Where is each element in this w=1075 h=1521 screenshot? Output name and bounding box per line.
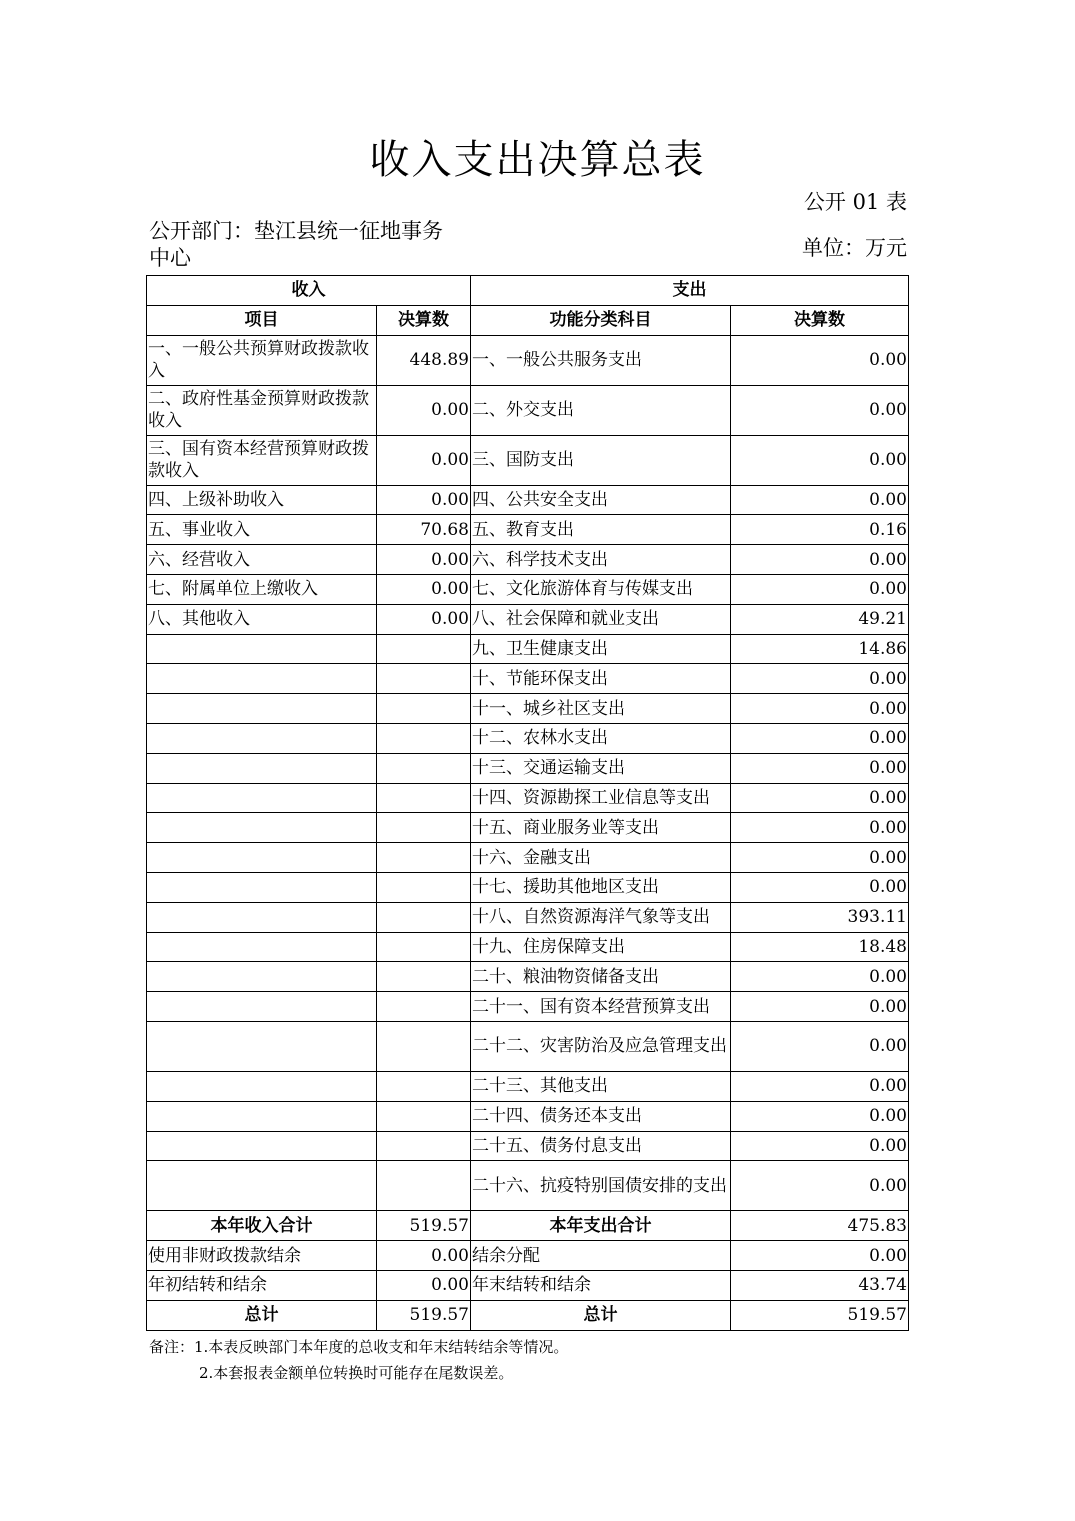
table-row xyxy=(147,1101,909,1131)
summary-row xyxy=(147,1211,909,1241)
income-item-cell xyxy=(147,902,377,932)
expense-item-cell: 二十六、抗疫特别国债安排的支出 xyxy=(471,1161,731,1211)
table-row xyxy=(147,604,909,634)
income-amount-cell xyxy=(377,962,471,992)
table-row xyxy=(147,634,909,664)
expense-item-cell: 十五、商业服务业等支出 xyxy=(471,813,731,843)
income-item-cell xyxy=(147,694,377,724)
expense-item-cell: 十、节能环保支出 xyxy=(471,664,731,694)
summary-income-label: 年初结转和结余 xyxy=(147,1270,377,1300)
expense-amount-cell: 49.21 xyxy=(731,604,909,634)
summary-expense-label: 年末结转和结余 xyxy=(471,1270,731,1300)
expense-amount-cell: 0.00 xyxy=(731,1071,909,1101)
amount-header: 决算数 xyxy=(377,305,471,335)
budget-table xyxy=(146,275,909,1331)
income-item-cell xyxy=(147,1071,377,1101)
table-row xyxy=(147,932,909,962)
page-title: 收入支出决算总表 xyxy=(369,137,706,183)
expense-amount-cell: 0.00 xyxy=(731,962,909,992)
expense-amount-cell: 0.00 xyxy=(731,435,909,485)
income-amount-cell: 0.00 xyxy=(377,574,471,604)
table-row xyxy=(147,335,909,385)
income-amount-cell xyxy=(377,872,471,902)
expense-amount-cell: 0.00 xyxy=(731,992,909,1022)
expense-amount-cell: 0.00 xyxy=(731,813,909,843)
expense-item-cell: 二十五、债务付息支出 xyxy=(471,1131,731,1161)
summary-income-amount: 519.57 xyxy=(377,1211,471,1241)
expense-item-cell: 七、文化旅游体育与传媒支出 xyxy=(471,574,731,604)
income-item-cell xyxy=(147,962,377,992)
income-amount-cell xyxy=(377,813,471,843)
income-amount-cell xyxy=(377,1161,471,1211)
table-row xyxy=(147,872,909,902)
table-row xyxy=(147,902,909,932)
income-amount-cell: 70.68 xyxy=(377,515,471,545)
income-amount-cell: 0.00 xyxy=(377,385,471,435)
income-item-cell: 六、经营收入 xyxy=(147,545,377,575)
expense-amount-cell: 0.00 xyxy=(731,723,909,753)
income-amount-cell xyxy=(377,753,471,783)
expense-amount-cell: 0.00 xyxy=(731,1161,909,1211)
expense-item-cell: 十九、住房保障支出 xyxy=(471,932,731,962)
income-amount-cell xyxy=(377,694,471,724)
amount-header-2: 决算数 xyxy=(731,305,909,335)
expense-amount-cell: 0.00 xyxy=(731,843,909,873)
expense-amount-cell: 0.00 xyxy=(731,485,909,515)
income-amount-cell xyxy=(377,723,471,753)
summary-expense-amount: 519.57 xyxy=(731,1300,909,1330)
summary-income-label: 总计 xyxy=(147,1300,377,1330)
expense-item-cell: 六、科学技术支出 xyxy=(471,545,731,575)
expense-item-cell: 八、社会保障和就业支出 xyxy=(471,604,731,634)
income-item-cell: 八、其他收入 xyxy=(147,604,377,634)
table-row xyxy=(147,723,909,753)
header-row-sub xyxy=(147,305,909,335)
income-item-cell xyxy=(147,1131,377,1161)
table-row xyxy=(147,694,909,724)
income-item-cell xyxy=(147,783,377,813)
expense-item-cell: 一、一般公共服务支出 xyxy=(471,335,731,385)
income-item-cell xyxy=(147,813,377,843)
summary-row xyxy=(147,1270,909,1300)
category-header: 功能分类科目 xyxy=(471,305,731,335)
unit-label: 单位：万元 xyxy=(802,236,907,260)
expense-item-cell: 三、国防支出 xyxy=(471,435,731,485)
expense-item-cell: 二十一、国有资本经营预算支出 xyxy=(471,992,731,1022)
table-row xyxy=(147,1021,909,1071)
summary-income-amount: 519.57 xyxy=(377,1300,471,1330)
expense-amount-cell: 0.00 xyxy=(731,1131,909,1161)
expense-amount-cell: 0.00 xyxy=(731,783,909,813)
expense-amount-cell: 14.86 xyxy=(731,634,909,664)
income-item-cell: 三、国有资本经营预算财政拨款收入 xyxy=(147,435,377,485)
summary-expense-label: 本年支出合计 xyxy=(471,1211,731,1241)
expense-amount-cell: 0.00 xyxy=(731,574,909,604)
table-row xyxy=(147,545,909,575)
table-row xyxy=(147,1071,909,1101)
expense-item-cell: 四、公共安全支出 xyxy=(471,485,731,515)
expense-item-cell: 十四、资源勘探工业信息等支出 xyxy=(471,783,731,813)
expense-item-cell: 五、教育支出 xyxy=(471,515,731,545)
table-row xyxy=(147,992,909,1022)
header-row-top xyxy=(147,276,909,306)
income-amount-cell: 448.89 xyxy=(377,335,471,385)
income-amount-cell xyxy=(377,1071,471,1101)
table-row xyxy=(147,664,909,694)
expense-item-cell: 二十四、债务还本支出 xyxy=(471,1101,731,1131)
expense-item-cell: 十一、城乡社区支出 xyxy=(471,694,731,724)
income-amount-cell xyxy=(377,783,471,813)
income-item-cell xyxy=(147,1101,377,1131)
expense-header: 支出 xyxy=(471,276,909,306)
summary-expense-amount: 0.00 xyxy=(731,1241,909,1271)
income-item-cell xyxy=(147,1161,377,1211)
item-header: 项目 xyxy=(147,305,377,335)
income-item-cell: 一、一般公共预算财政拨款收入 xyxy=(147,335,377,385)
expense-amount-cell: 0.00 xyxy=(731,385,909,435)
income-amount-cell: 0.00 xyxy=(377,435,471,485)
table-row xyxy=(147,753,909,783)
income-item-cell xyxy=(147,753,377,783)
summary-expense-amount: 43.74 xyxy=(731,1270,909,1300)
expense-amount-cell: 0.16 xyxy=(731,515,909,545)
expense-item-cell: 十二、农林水支出 xyxy=(471,723,731,753)
summary-row xyxy=(147,1300,909,1330)
income-amount-cell xyxy=(377,664,471,694)
income-amount-cell: 0.00 xyxy=(377,545,471,575)
expense-item-cell: 二十、粮油物资储备支出 xyxy=(471,962,731,992)
summary-expense-label: 结余分配 xyxy=(471,1241,731,1271)
income-item-cell: 五、事业收入 xyxy=(147,515,377,545)
income-item-cell xyxy=(147,872,377,902)
income-item-cell: 七、附属单位上缴收入 xyxy=(147,574,377,604)
table-row xyxy=(147,515,909,545)
summary-income-label: 使用非财政拨款结余 xyxy=(147,1241,377,1271)
table-row xyxy=(147,1161,909,1211)
expense-amount-cell: 0.00 xyxy=(731,1101,909,1131)
table-row xyxy=(147,435,909,485)
note-2: 2.本套报表金额单位转换时可能存在尾数误差。 xyxy=(199,1364,514,1382)
summary-income-label: 本年收入合计 xyxy=(147,1211,377,1241)
expense-item-cell: 十六、金融支出 xyxy=(471,843,731,873)
expense-amount-cell: 0.00 xyxy=(731,1021,909,1071)
income-amount-cell xyxy=(377,932,471,962)
income-item-cell xyxy=(147,723,377,753)
table-row xyxy=(147,1131,909,1161)
income-amount-cell xyxy=(377,843,471,873)
summary-expense-label: 总计 xyxy=(471,1300,731,1330)
income-item-cell xyxy=(147,932,377,962)
expense-amount-cell: 0.00 xyxy=(731,872,909,902)
income-amount-cell xyxy=(377,902,471,932)
table-row xyxy=(147,813,909,843)
table-row xyxy=(147,843,909,873)
form-number: 公开 01 表 xyxy=(803,190,907,214)
income-item-cell xyxy=(147,843,377,873)
table-row xyxy=(147,385,909,435)
income-amount-cell xyxy=(377,1021,471,1071)
expense-item-cell: 十七、援助其他地区支出 xyxy=(471,872,731,902)
expense-item-cell: 二十三、其他支出 xyxy=(471,1071,731,1101)
note-1: 备注：1.本表反映部门本年度的总收支和年末结转结余等情况。 xyxy=(149,1338,569,1356)
expense-amount-cell: 393.11 xyxy=(731,902,909,932)
summary-expense-amount: 475.83 xyxy=(731,1211,909,1241)
expense-amount-cell: 0.00 xyxy=(731,694,909,724)
income-item-cell: 二、政府性基金预算财政拨款收入 xyxy=(147,385,377,435)
income-amount-cell xyxy=(377,1101,471,1131)
expense-item-cell: 二、外交支出 xyxy=(471,385,731,435)
table-row xyxy=(147,962,909,992)
summary-income-amount: 0.00 xyxy=(377,1270,471,1300)
income-amount-cell xyxy=(377,1131,471,1161)
income-header: 收入 xyxy=(147,276,471,306)
expense-item-cell: 九、卫生健康支出 xyxy=(471,634,731,664)
expense-amount-cell: 0.00 xyxy=(731,753,909,783)
department-label: 公开部门：垫江县统一征地事务中心 xyxy=(149,219,443,270)
summary-income-amount: 0.00 xyxy=(377,1241,471,1271)
expense-amount-cell: 0.00 xyxy=(731,664,909,694)
summary-row xyxy=(147,1241,909,1271)
expense-item-cell: 二十二、灾害防治及应急管理支出 xyxy=(471,1021,731,1071)
expense-item-cell: 十三、交通运输支出 xyxy=(471,753,731,783)
income-amount-cell: 0.00 xyxy=(377,604,471,634)
income-item-cell xyxy=(147,1021,377,1071)
income-amount-cell: 0.00 xyxy=(377,485,471,515)
income-item-cell xyxy=(147,634,377,664)
expense-amount-cell: 0.00 xyxy=(731,335,909,385)
table-row xyxy=(147,485,909,515)
table-row xyxy=(147,783,909,813)
expense-item-cell: 十八、自然资源海洋气象等支出 xyxy=(471,902,731,932)
income-item-cell xyxy=(147,992,377,1022)
expense-amount-cell: 0.00 xyxy=(731,545,909,575)
income-amount-cell xyxy=(377,992,471,1022)
income-item-cell xyxy=(147,664,377,694)
income-item-cell: 四、上级补助收入 xyxy=(147,485,377,515)
table-row xyxy=(147,574,909,604)
income-amount-cell xyxy=(377,634,471,664)
notes xyxy=(149,1334,568,1386)
expense-amount-cell: 18.48 xyxy=(731,932,909,962)
